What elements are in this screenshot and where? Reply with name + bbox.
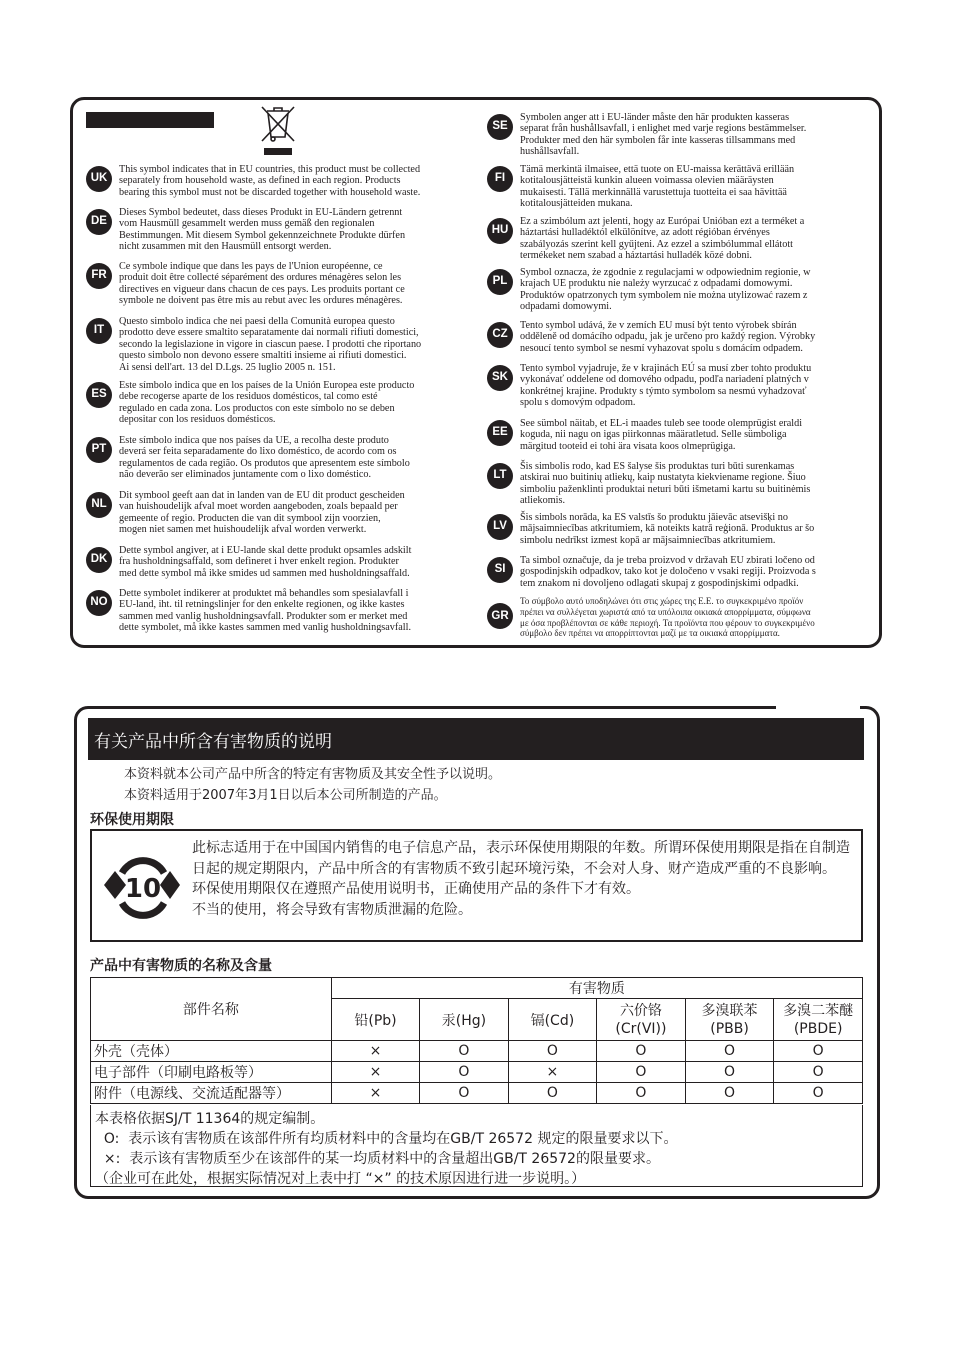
col-pbde-label: 多溴二苯醚 (783, 1002, 854, 1019)
eco-period-text (192, 838, 852, 920)
weee-text-hu: Ez a szimbólum azt jelenti, hogy az Európai Unióban ezt a terméket a háztartási hulladéktól elkülönítve, az adott régióban érvényes szabályozás szerint kell gyűjteni. Az ezzel a szimbólummal ellátott termékeket nem szabad a háztartási hulladék közé dobni. (520, 216, 805, 262)
badge-sk: SK (487, 365, 513, 391)
box-border-gap (776, 702, 860, 712)
weee-text-gr: Το σύμβολο αυτό υποδηλώνει ότι στις χώρες της Ε.Ε. το συγκεκριμένο προϊόν πρέπει να συλλέγεται χωριστά από τα υπόλοιπα οικιακά απορρίμματα, σύμφωνα με όσα προβλέπονται σε κάθε περιοχή. Τα προϊόντα που φέρουν το συγκεκριμένο σύμβολο δεν πρέπει να απορρίπτονται μαζί με τα οικιακά απορρίμματα. (520, 596, 815, 639)
badge-se: SE (487, 114, 513, 140)
table-cell: O (685, 1041, 774, 1062)
col-pb-label: 铅(Pb) (354, 1012, 397, 1029)
hazard-table-heading: 产品中有害物质的名称及含量 (90, 958, 272, 974)
weee-text-de: Dieses Symbol bedeutet, dass dieses Produkt in EU-Ländern getrennt vom Hausmüll gesammelt werden muss gemäß den regionalen Bestimmungen. Mit diesem Symbol gekennzeichnete Produkte dürfen nicht zusammen mit den Hausmüll entsorgt werden. (119, 207, 406, 253)
table-cell: × (331, 1062, 419, 1083)
badge-fr: FR (86, 263, 112, 289)
weee-label-bar (86, 112, 214, 128)
col-pbb (685, 999, 774, 1041)
eco-use-period-10-icon (102, 853, 182, 923)
badge-uk: UK (86, 166, 112, 192)
hazard-substance-header: 有害物质 (331, 978, 862, 999)
table-cell: O (420, 1041, 508, 1062)
badge-lv: LV (487, 514, 513, 540)
row-part-name: 电子部件（印刷电路板等） (91, 1062, 332, 1083)
weee-text-cz: Tento symbol udává, že v zemích EU musí být tento výrobek sbírán odděleně od domácího odpadu, jak je určeno pro každý region. Výrobky nesoucí tento symbol se nesmí vyhazovat spolu s domácím odpadem. (520, 320, 816, 354)
weee-text-it: Questo simbolo indica che nei paesi della Comunità europea questo prodotto deve essere smaltito separatamente dai normali rifiuti domestici, secondo la legislazione in vigore in ciascun paese. I prodotti che riportano questo simbolo non devono essere smaltiti insieme ai rifiuti domestici. Ai sensi dell'art. 13 del D.Lgs. 25 luglio 2005 n. 151. (119, 316, 422, 373)
table-row (91, 1041, 863, 1062)
weee-text-fr: Ce symbole indique que dans les pays de l'Union européenne, ce produit doit être collecté séparément des ordures ménagères selon les directives en vigueur dans chacun de ces pays. Les produits portant ce symbole ne doivent pas être mis au rebut avec les ordures ménagères. (119, 261, 405, 307)
table-cell: O (774, 1041, 863, 1062)
eco-icon-number: 10 (124, 874, 162, 904)
table-cell: O (685, 1062, 774, 1083)
table-cell: O (597, 1083, 686, 1104)
eco-text-1: 此标志适用于在中国国内销售的电子信息产品，表示环保使用期限的年数。所谓环保使用期限是指在自制造日起的规定期限内，产品中所含的有害物质不致引起环境污染，不会对人身、财产造成严重的不良影响。 (192, 840, 850, 877)
col-cr6 (597, 999, 686, 1041)
weee-text-se: Symbolen anger att i EU-länder måste den här produkten kasseras separat från hushållsavfall, i enlighet med varje regions bestämmelser. Produkter med den här symbolen får inte kasseras tillsammans med hushållsavfall. (520, 112, 807, 158)
badge-it: IT (86, 318, 112, 344)
badge-cz: CZ (487, 322, 513, 348)
badge-es: ES (86, 382, 112, 408)
part-name-header: 部件名称 (91, 978, 332, 1041)
weee-text-ee: See sümbol näitab, et EL-i maades tuleb see toode olemprügist eraldi koguda, nii nagu on igas piirkonnas määratletud. Selle sümboliga märgitud tooteid ei tohi ära visata koos olmeprügiga. (520, 418, 803, 452)
table-cell: O (685, 1083, 774, 1104)
badge-no: NO (86, 590, 112, 616)
col-pbb-formula: (PBB) (710, 1020, 749, 1037)
weee-text-si: Ta simbol označuje, da je treba proizvod v državah EU zbirati ločeno od gospodinjskih odpadkov, tako kot je določeno v vsaki regiji. Proizvoda s tem znakom ni dovoljeno odlagati skupaj z gospodinjskimi odpadki. (520, 555, 816, 589)
note-cross: ×: 表示该有害物质至少在该部件的某一均质材料中的含量超出GB/T 26572的限量要求。 (95, 1151, 660, 1167)
row-part-name: 附件（电源线、交流适配器等） (91, 1083, 332, 1104)
eco-period-heading: 环保使用期限 (90, 812, 174, 828)
crossed-out-bin-icon (258, 103, 298, 157)
table-cell: O (774, 1083, 863, 1104)
badge-fi: FI (487, 166, 513, 192)
table-cell: × (331, 1083, 419, 1104)
badge-pt: PT (86, 437, 112, 463)
weee-text-sk: Tento symbol vyjadruje, že v krajinách EÚ sa musí zber tohto produktu vykonávať oddelene od domového odpadu, podľa nariadení platných v konkrétnej krajine. Produkty s týmto symbolom sa nesmú vyhadzovať spolu s domovým odpadom. (520, 363, 812, 409)
note-standard: 本表格依据SJ/T 11364的规定编制。 (95, 1111, 325, 1127)
col-pbde (774, 999, 863, 1041)
table-cell: O (508, 1041, 596, 1062)
weee-text-es: Este símbolo indica que en los países de la Unión Europea este producto debe recogerse aparte de los residuos domésticos, tal como esté regulado en cada zona. Los productos con este símbolo no se deben depositar con los residuos domésticos. (119, 380, 415, 426)
col-cr6-label: 六价铬 (619, 1002, 662, 1019)
badge-dk: DK (86, 547, 112, 573)
table-cell: O (597, 1062, 686, 1083)
intro-line-2: 本资料适用于2007年3月1日以后本公司所制造的产品。 (124, 788, 447, 803)
weee-text-nl: Dit symbool geeft aan dat in landen van de EU dit product gescheiden van huishoudelijk afval moet worden aangeboden, zoals bepaald per gemeente of regio. Producten die van dit symbool zijn voorzien, mogen niet samen met huishoudelijk afval worden verwerkt. (119, 490, 405, 536)
badge-nl: NL (86, 492, 112, 518)
note-circle: O: 表示该有害物质在该部件所有均质材料中的含量均在GB/T 26572 规定的限量要求以下。 (95, 1131, 678, 1147)
note-enterprise: （企业可在此处，根据实际情况对上表中打 “×” 的技术原因进行进一步说明。） (95, 1171, 586, 1187)
weee-text-uk: This symbol indicates that in EU countries, this product must be collected separately from household waste, as defined in each region. Products bearing this symbol must not be discarded together with household waste. (119, 164, 421, 198)
badge-pl: PL (487, 269, 513, 295)
weee-text-pl: Symbol oznacza, że zgodnie z regulacjami w odpowiednim regionie, w krajach UE produktu nie należy wyrzucać z odpadami domowymi. Produktów opatrzonych tym symbolem nie można utylizować razem z odpadami domowymi. (520, 267, 811, 313)
col-pb (331, 999, 419, 1041)
table-cell: × (508, 1062, 596, 1083)
table-cell: O (774, 1062, 863, 1083)
hazardous-substance-table (90, 977, 863, 1104)
table-cell: O (508, 1083, 596, 1104)
col-cd-label: 镉(Cd) (530, 1012, 575, 1029)
weee-text-dk: Dette symbol angiver, at i EU-lande skal dette produkt opsamles adskilt fra husholdningsaffald, som defineret i hver enkelt region. Produkter med dette symbol må ikke smides ud sammen med husholdningsaffald. (119, 545, 412, 579)
table-row (91, 1062, 863, 1083)
china-title: 有关产品中所含有害物质的说明 (94, 732, 332, 752)
eco-text-3: 不当的使用，将会导致有害物质泄漏的危险。 (192, 901, 472, 918)
col-pbb-label: 多溴联苯 (701, 1002, 758, 1019)
col-pbde-formula: (PBDE) (793, 1020, 843, 1037)
col-cd (508, 999, 596, 1041)
badge-ee: EE (487, 420, 513, 446)
col-cr6-formula: (Cr(VI)) (615, 1020, 667, 1037)
table-notes (90, 1105, 863, 1187)
badge-gr: GR (487, 603, 513, 629)
table-cell: O (597, 1041, 686, 1062)
table-row (91, 1083, 863, 1104)
badge-lt: LT (487, 463, 513, 489)
weee-text-lv: Šis simbols norāda, ka ES valstīs šo produktu jāievāc atsevišķi no mājsaimniecības atkritumiem, kā noteikts katrā reģionā. Produktus ar šo simbolu nedrīkst izmest kopā ar mājsaimniecības atkritumiem. (520, 512, 815, 546)
col-hg (420, 999, 508, 1041)
weee-text-no: Dette symbolet indikerer at produktet må behandles som spesialavfall i EU-land, iht. til retningslinjer for den enkelte regionen, og ikke kastes sammen med vanlig husholdningsavfall. Produkter som er merket med dette symbolet, må ikke kastes sammen med vanlig husholdningsavfall. (119, 588, 411, 634)
badge-hu: HU (487, 218, 513, 244)
table-cell: × (331, 1041, 419, 1062)
badge-de: DE (86, 209, 112, 235)
weee-text-pt: Este símbolo indica que nos países da UE, a recolha deste produto deverá ser feita separadamente do lixo doméstico, de acordo com os regulamentos de cada região. Os produtos que apresentem este símbolo não deverão ser eliminados juntamente com o lixo doméstico. (119, 435, 410, 481)
table-cell: O (420, 1083, 508, 1104)
row-part-name: 外壳（壳体） (91, 1041, 332, 1062)
intro-line-1: 本资料就本公司产品中所含的特定有害物质及其安全性予以说明。 (124, 767, 502, 782)
weee-text-lt: Šis simbolis rodo, kad ES šalyse šis produktas turi būti surenkamas atskirai nuo buitinių atliekų, kaip nustatyta kiekviename regione. Šiuo simboliu paženklinti produktai neturi būti išmetami kartu su buitinėmis atliekomis. (520, 461, 811, 507)
badge-si: SI (487, 557, 513, 583)
table-cell: O (420, 1062, 508, 1083)
weee-text-fi: Tämä merkintä ilmaisee, että tuote on EU-maissa kerättävä erillään kotitalousjätteistä kunkin alueen voimassa olevien määräysten mukaisesti. Tällä merkinnällä varustettuja tuotteita ei saa hävittää kotitalousjätteiden mukana. (520, 164, 795, 210)
col-hg-label: 汞(Hg) (441, 1012, 487, 1029)
eco-text-2: 环保使用期限仅在遵照产品使用说明书，正确使用产品的条件下才有效。 (192, 881, 640, 897)
